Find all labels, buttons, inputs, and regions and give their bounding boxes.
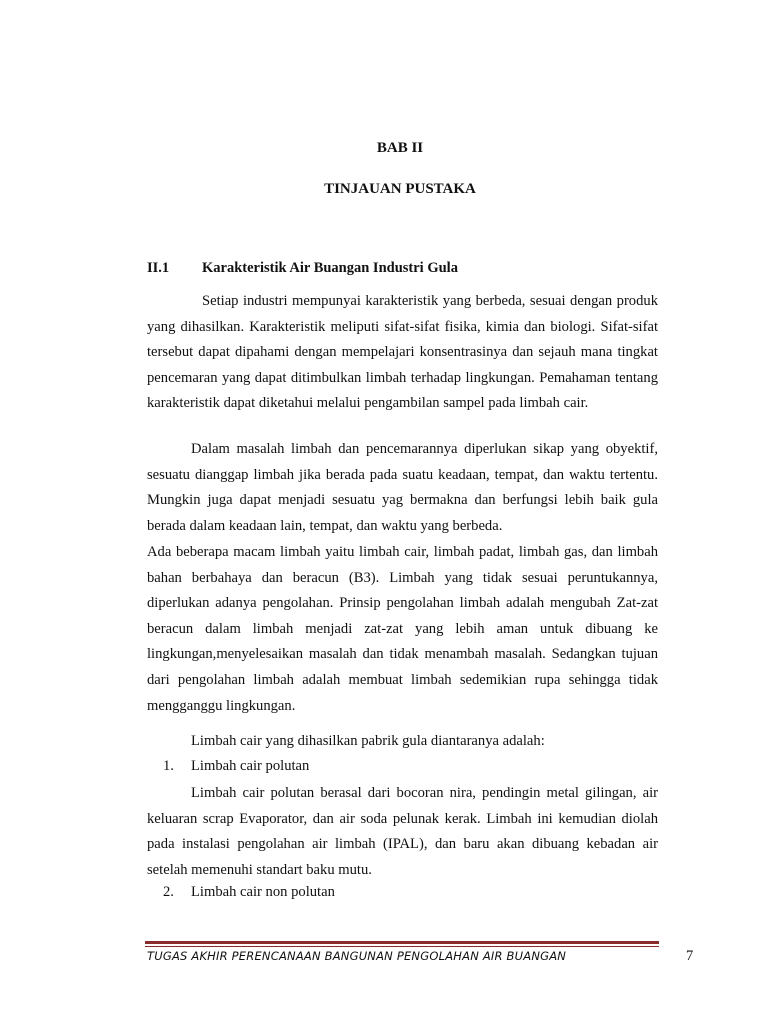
page-number: 7: [686, 948, 694, 964]
footer-title: TUGAS AKHIR PERENCANAAN BANGUNAN PENGOLAHAN AIR BUANGAN: [147, 949, 567, 963]
list-intro: Limbah cair yang dihasilkan pabrik gula diantaranya adalah:: [191, 733, 545, 749]
paragraph-3: Ada beberapa macam limbah yaitu limbah cair, limbah padat, limbah gas, dan limbah bahan berbahaya dan beracun (B3). Limbah yang tidak sesuai peruntukannya, diperlukan adanya pengolahan. Prinsip pengolahan limbah adalah mengubah Zat-zat beracun dalam limbah menjadi zat-zat yang lebih aman untuk dibuang ke lingkungan,menyelesaikan masalah dan tidak menambah masalah. Sedangkan tujuan dari pengolahan limbah adalah membuat limbah sedemikian rupa sehingga tidak mengganggu lingkungan.: [147, 544, 658, 714]
paragraph-4: Limbah cair polutan berasal dari bocoran nira, pendingin metal gilingan, air keluaran scrap Evaporator, dan air soda pelunak kerak. Limbah ini kemudian diolah pada instalasi pengolahan air limbah (IPAL), dan baru akan dibuang kebadan air setelah memenuhi standart baku mutu.: [147, 785, 658, 878]
list-item-1-number: 1.: [163, 758, 174, 774]
list-item-1-label: Limbah cair polutan: [191, 758, 310, 774]
list-item-2-number: 2.: [163, 884, 174, 900]
chapter-label: BAB II: [376, 140, 424, 156]
chapter-title: TINJAUAN PUSTAKA: [324, 181, 476, 197]
list-item-2-label: Limbah cair non polutan: [191, 884, 335, 900]
paragraph-2: Dalam masalah limbah dan pencemarannya diperlukan sikap yang obyektif, sesuatu dianggap limbah jika berada pada suatu keadaan, tempat, dan waktu tertentu. Mungkin juga dapat menjadi sesuatu yag bermakna dan berfungsi lebih baik gula berada dalam keadaan lain, tempat, dan waktu yang berbeda.: [147, 441, 658, 534]
footer-rule-thin: [145, 946, 659, 947]
section-title: Karakteristik Air Buangan Industri Gula: [202, 260, 458, 276]
footer-rule: [145, 941, 659, 944]
paragraph-1: Setiap industri mempunyai karakteristik yang berbeda, sesuai dengan produk yang dihasilkan. Karakteristik meliputi sifat-sifat fisika, kimia dan biologi. Sifat-sifat tersebut dapat dipahami dengan mempelajari konsentrasinya dan sejauh mana tingkat pencemaran yang dapat ditimbulkan limbah terhadap lingkungan. Pemahaman tentang karakteristik dapat diketahui melalui pengambilan sampel pada limbah cair.: [147, 293, 658, 412]
section-number: II.1: [147, 260, 170, 276]
